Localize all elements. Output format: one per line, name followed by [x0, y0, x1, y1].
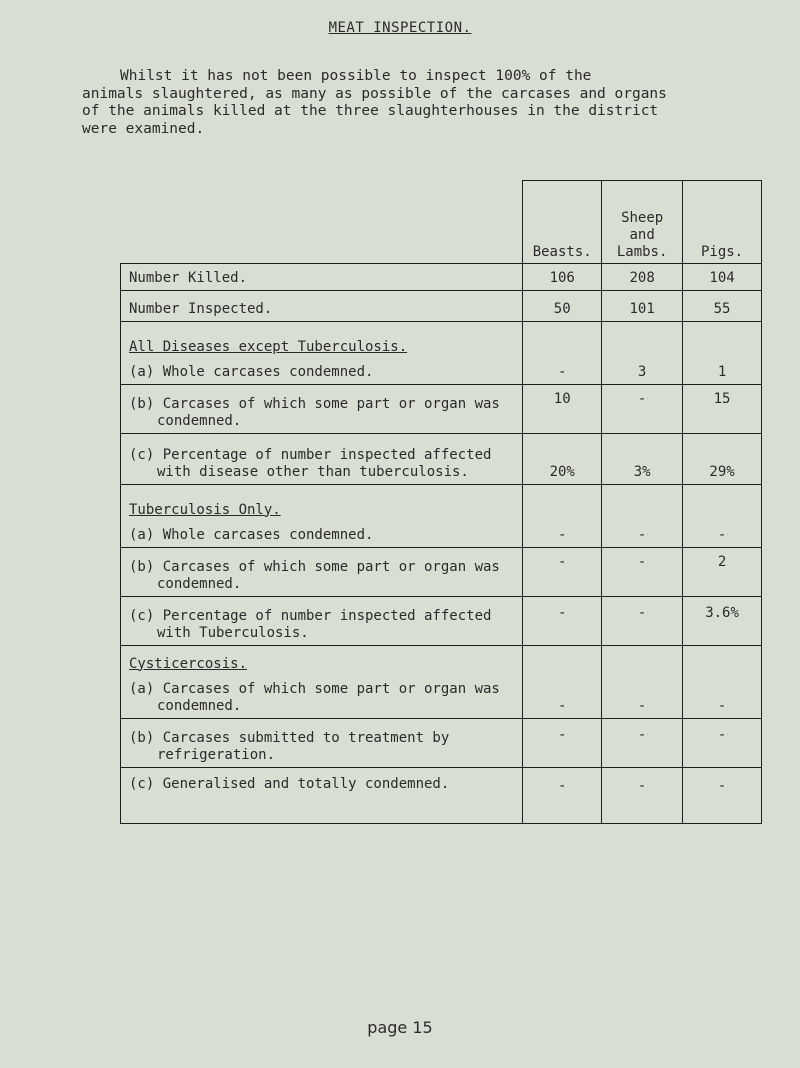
- cell-sheep: 3: [602, 321, 683, 384]
- cell-sheep: -: [602, 596, 683, 645]
- intro-line: were examined.: [82, 120, 205, 137]
- cell-pigs: 29%: [683, 433, 762, 484]
- table-row: [121, 290, 762, 321]
- cell-pigs: 104: [683, 263, 762, 290]
- cell-sheep: -: [602, 547, 683, 596]
- cell-sheep: 208: [602, 263, 683, 290]
- section-heading: Cysticercosis.: [129, 655, 248, 672]
- cell-pigs: -: [683, 645, 762, 718]
- table-row: [121, 718, 762, 767]
- cell-pigs: 55: [683, 290, 762, 321]
- row-sublabel: (c) Percentage of number inspected affected with Tuberculosis.: [129, 607, 492, 641]
- row-label: [121, 645, 523, 718]
- header-blank-cell: [121, 181, 523, 264]
- row-label: [121, 547, 523, 596]
- table-row: [121, 645, 762, 718]
- cell-beasts: -: [523, 547, 602, 596]
- table-header-row: [121, 181, 762, 264]
- row-sublabel: (b) Carcases submitted to treatment by refrigeration.: [129, 729, 450, 763]
- cell-beasts: -: [523, 596, 602, 645]
- intro-line: of the animals killed at the three slaughterhouses in the district: [82, 103, 659, 119]
- cell-sheep: -: [602, 718, 683, 767]
- page-number: page 15: [367, 1018, 433, 1037]
- table-row: [121, 433, 762, 484]
- meat-inspection-table: [120, 180, 762, 824]
- section-heading: All Diseases except Tuberculosis.: [129, 338, 408, 355]
- cell-pigs: -: [683, 484, 762, 547]
- intro-paragraph: [82, 68, 742, 138]
- table-row: [121, 596, 762, 645]
- cell-pigs: 3.6%: [683, 596, 762, 645]
- cell-sheep: -: [602, 384, 683, 433]
- cell-sheep: -: [602, 645, 683, 718]
- row-label: Number Inspected.: [121, 290, 523, 321]
- row-label: [121, 718, 523, 767]
- cell-sheep: -: [602, 767, 683, 823]
- header-beasts: Beasts.: [523, 181, 602, 264]
- table-row: [121, 321, 762, 384]
- row-label: [121, 433, 523, 484]
- page-title: MEAT INSPECTION.: [328, 20, 472, 36]
- cell-sheep: -: [602, 484, 683, 547]
- table-row: [121, 767, 762, 823]
- row-sublabel: (a) Carcases of which some part or organ was condemned.: [129, 680, 500, 714]
- row-label: [121, 384, 523, 433]
- section-heading: Tuberculosis Only.: [129, 501, 281, 518]
- cell-pigs: -: [683, 718, 762, 767]
- cell-pigs: 2: [683, 547, 762, 596]
- row-label: [121, 484, 523, 547]
- row-sublabel: (b) Carcases of which some part or organ was condemned.: [129, 558, 500, 592]
- header-sheep-line: Sheep: [621, 209, 664, 226]
- row-label: [121, 767, 523, 823]
- cell-pigs: 1: [683, 321, 762, 384]
- table-row: [121, 263, 762, 290]
- cell-beasts: 50: [523, 290, 602, 321]
- header-pigs: Pigs.: [683, 181, 762, 264]
- cell-beasts: 10: [523, 384, 602, 433]
- row-sublabel: (a) Whole carcases condemned.: [129, 363, 374, 380]
- cell-pigs: -: [683, 767, 762, 823]
- cell-beasts: 20%: [523, 433, 602, 484]
- cell-sheep: 3%: [602, 433, 683, 484]
- cell-beasts: -: [523, 484, 602, 547]
- table-row: [121, 547, 762, 596]
- row-sublabel: (b) Carcases of which some part or organ was condemned.: [129, 395, 500, 429]
- cell-beasts: -: [523, 645, 602, 718]
- table-row: [121, 484, 762, 547]
- row-label: [121, 596, 523, 645]
- row-sublabel: (c) Percentage of number inspected affected with disease other than tuberculosis.: [129, 446, 492, 480]
- header-sheep-and-lambs: [602, 181, 683, 264]
- header-sheep-line: and: [629, 226, 655, 243]
- cell-beasts: 106: [523, 263, 602, 290]
- cell-beasts: -: [523, 718, 602, 767]
- table-row: [121, 384, 762, 433]
- cell-sheep: 101: [602, 290, 683, 321]
- row-label: [121, 321, 523, 384]
- intro-line: Whilst it has not been possible to inspect 100% of the: [120, 68, 592, 84]
- cell-beasts: -: [523, 767, 602, 823]
- row-sublabel: (a) Whole carcases condemned.: [129, 526, 374, 543]
- row-label: Number Killed.: [121, 263, 523, 290]
- header-sheep-line: Lambs.: [616, 243, 668, 260]
- row-sublabel: (c) Generalised and totally condemned.: [129, 775, 450, 792]
- cell-beasts: -: [523, 321, 602, 384]
- intro-line: animals slaughtered, as many as possible of the carcases and organs: [82, 85, 667, 102]
- cell-pigs: 15: [683, 384, 762, 433]
